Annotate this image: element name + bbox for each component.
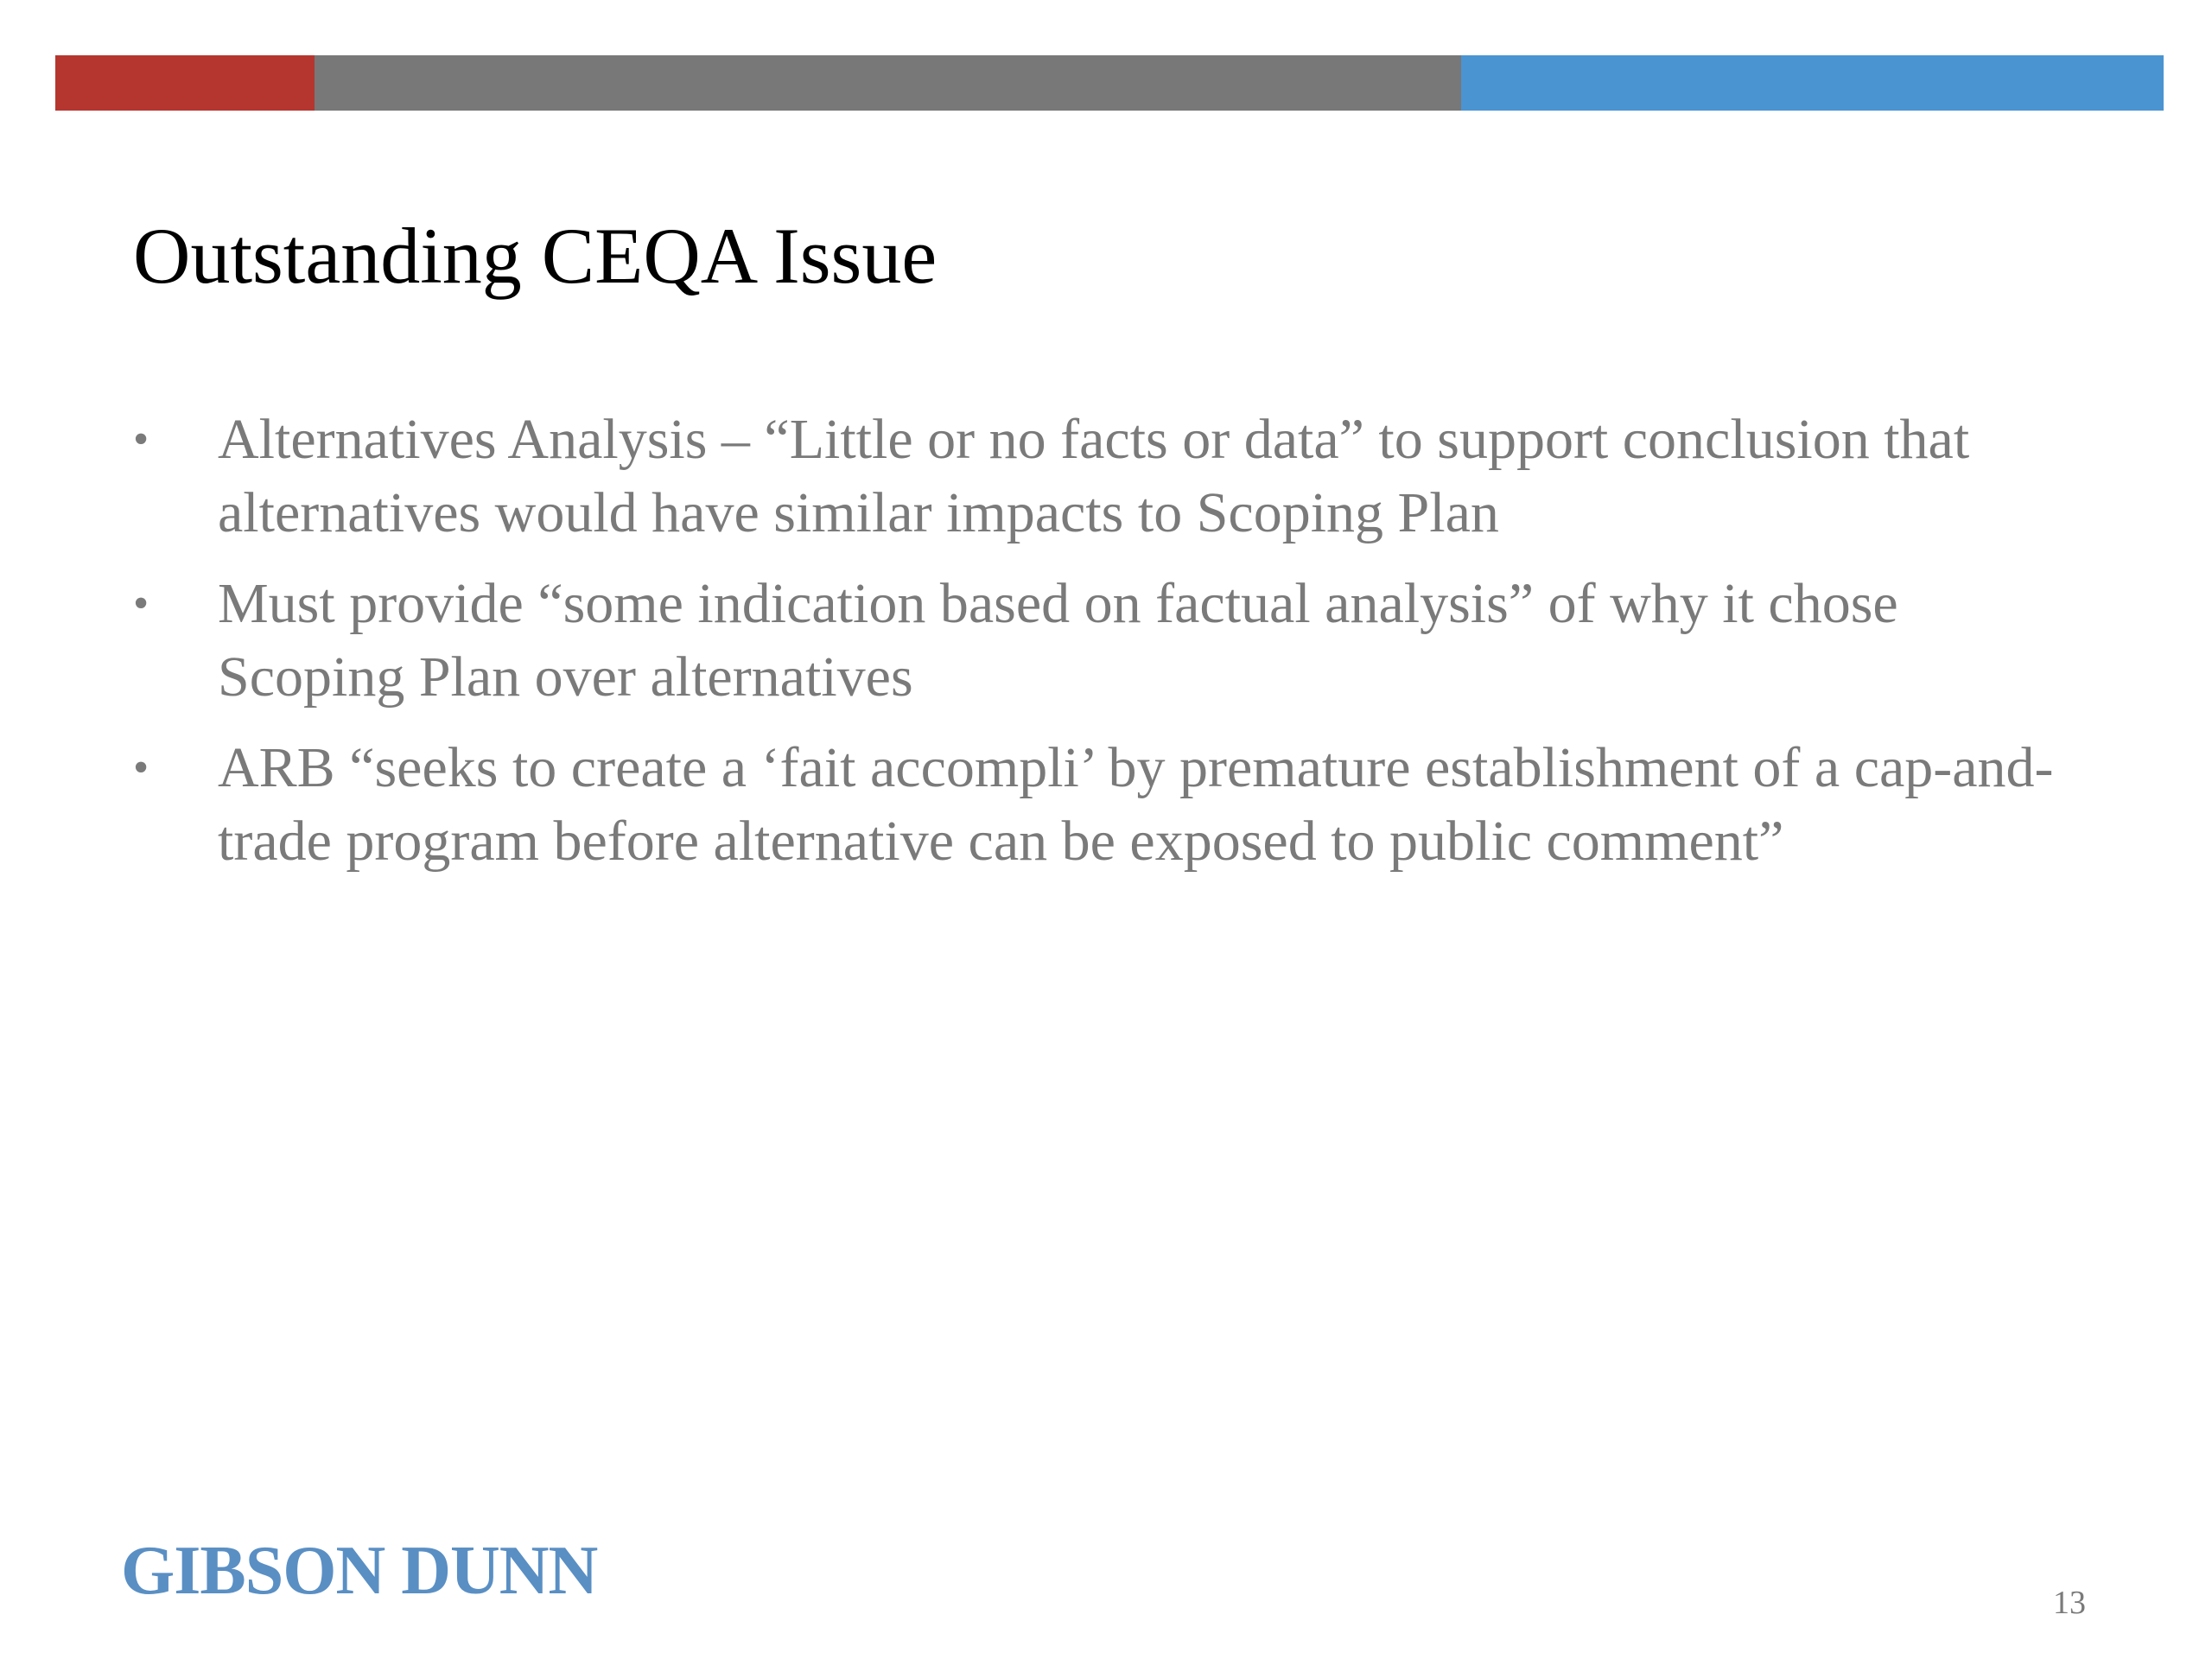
bullet-text: ARB “seeks to create a ‘fait accompli’ by premature establishment of a cap-and-trade program before alternative can be exposed to public comment” bbox=[218, 736, 2054, 873]
bullet-item bbox=[133, 731, 2060, 878]
bullet-marker: • bbox=[133, 743, 149, 792]
header-bar-red-segment bbox=[55, 55, 315, 111]
slide-title: Outstanding CEQA Issue bbox=[133, 212, 938, 300]
header-bar-blue-segment bbox=[1461, 55, 2164, 111]
bullet-list bbox=[133, 403, 2060, 895]
bullet-marker: • bbox=[133, 579, 149, 628]
firm-logo: GIBSON DUNN bbox=[121, 1533, 598, 1609]
bullet-text: Alternatives Analysis – “Little or no facts or data” to support conclusion that alternatives would have similar impacts to Scoping Plan bbox=[218, 408, 1970, 544]
header-color-bar bbox=[55, 55, 2164, 111]
page-number: 13 bbox=[2053, 1585, 2086, 1621]
header-bar-gray-segment bbox=[315, 55, 1461, 111]
bullet-item bbox=[133, 567, 2060, 714]
bullet-item bbox=[133, 403, 2060, 550]
bullet-marker: • bbox=[133, 415, 149, 464]
bullet-text: Must provide “some indication based on factual analysis” of why it chose Scoping Plan over alternatives bbox=[218, 572, 1898, 709]
